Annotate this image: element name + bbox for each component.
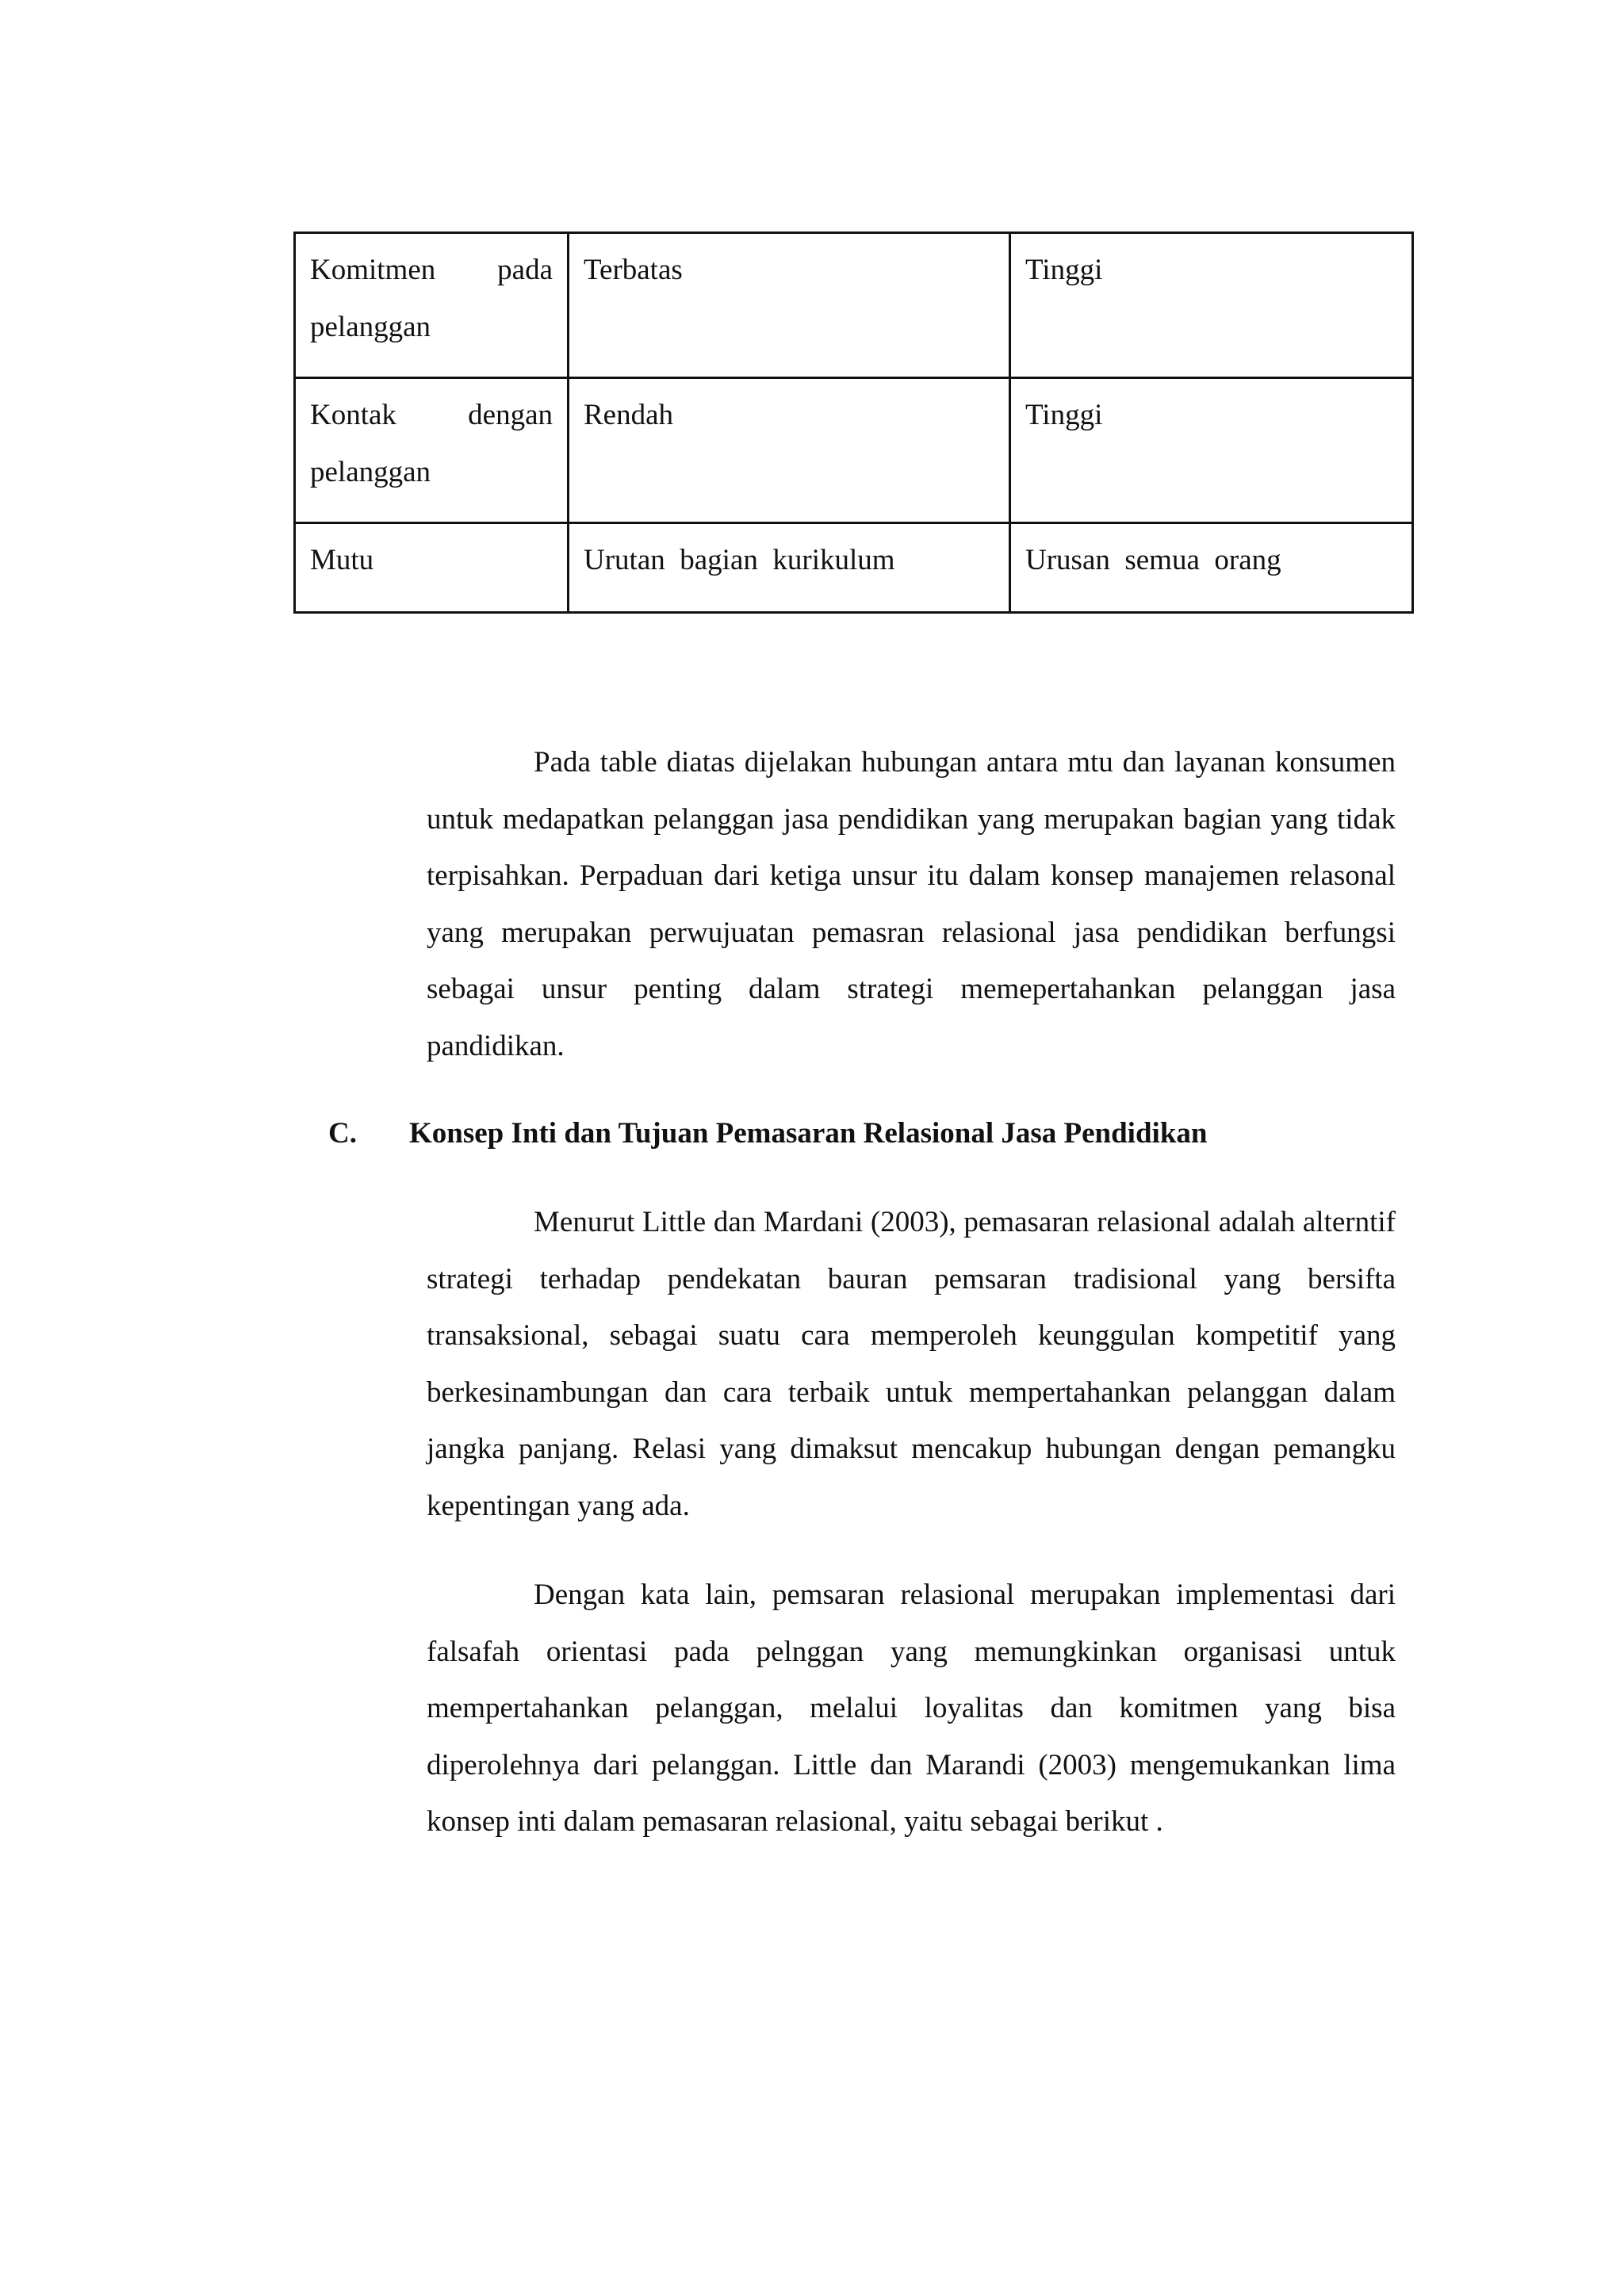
table-cell xyxy=(569,523,1010,613)
cell-value: Urusan semua orang xyxy=(1025,544,1281,576)
cell-label-word: pelanggan xyxy=(310,456,431,488)
body-paragraph xyxy=(427,1194,1396,1534)
cell-label-word: Komitmen xyxy=(310,254,436,286)
cell-label-word: dengan xyxy=(468,399,553,431)
cell-value: Mutu xyxy=(310,544,374,576)
table-cell xyxy=(1010,378,1413,523)
table-cell-label xyxy=(295,523,569,613)
cell-value: Urutan bagian kurikulum xyxy=(584,544,895,576)
table-row xyxy=(295,378,1413,523)
body-paragraph xyxy=(427,734,1396,1074)
body-paragraph xyxy=(427,1567,1396,1850)
section-number: C. xyxy=(328,1117,357,1150)
paragraph-text: Pada table diatas dijelakan hubungan antara mtu dan layanan konsumen untuk medapatkan pelanggan jasa pendidikan yang merupakan bagian yang tidak terpisahkan. Perpaduan dari ketiga unsur itu dalam konsep manajemen relasonal yang merupakan perwujuatan pemasran relasional jasa pendidikan berfungsi sebagai unsur penting dalam strategi memepertahankan pelanggan jasa pandidikan. xyxy=(427,746,1396,1062)
table-cell xyxy=(1010,523,1413,613)
cell-label-word: pelanggan xyxy=(310,311,431,343)
table-cell-label xyxy=(295,378,569,523)
table-cell xyxy=(569,378,1010,523)
comparison-table xyxy=(293,232,1414,614)
table-cell-label xyxy=(295,233,569,378)
paragraph-text: Dengan kata lain, pemsaran relasional merupakan implementasi dari falsafah orientasi pada pelnggan yang memungkinkan organisasi untuk mempertahankan pelanggan, melalui loyalitas dan komitmen yang bisa diperolehnya dari pelanggan. Little dan Marandi (2003) mengemukankan lima konsep inti dalam pemasaran relasional, yaitu sebagai berikut . xyxy=(427,1578,1396,1838)
paragraph-text: Menurut Little dan Mardani (2003), pemasaran relasional adalah alterntif strategi terhadap pendekatan bauran pemsaran tradisional yang bersifta transaksional, sebagai suatu cara memperoleh keunggulan kompetitif yang berkesinambungan dan cara terbaik untuk mempertahankan pelanggan dalam jangka panjang. Relasi yang dimaksut mencakup hubungan dengan pemangku kepentingan yang ada. xyxy=(427,1206,1396,1522)
section-heading xyxy=(328,1110,1207,1158)
table-row xyxy=(295,233,1413,378)
cell-label-word: Kontak xyxy=(310,399,396,431)
cell-value: Tinggi xyxy=(1025,399,1103,431)
cell-label-word: pada xyxy=(497,254,553,286)
table-cell xyxy=(1010,233,1413,378)
table-row xyxy=(295,523,1413,613)
table-cell xyxy=(569,233,1010,378)
section-title: Konsep Inti dan Tujuan Pemasaran Relasional Jasa Pendidikan xyxy=(409,1117,1208,1150)
cell-value: Rendah xyxy=(584,399,674,431)
cell-value: Terbatas xyxy=(584,254,683,286)
cell-value: Tinggi xyxy=(1025,254,1103,286)
